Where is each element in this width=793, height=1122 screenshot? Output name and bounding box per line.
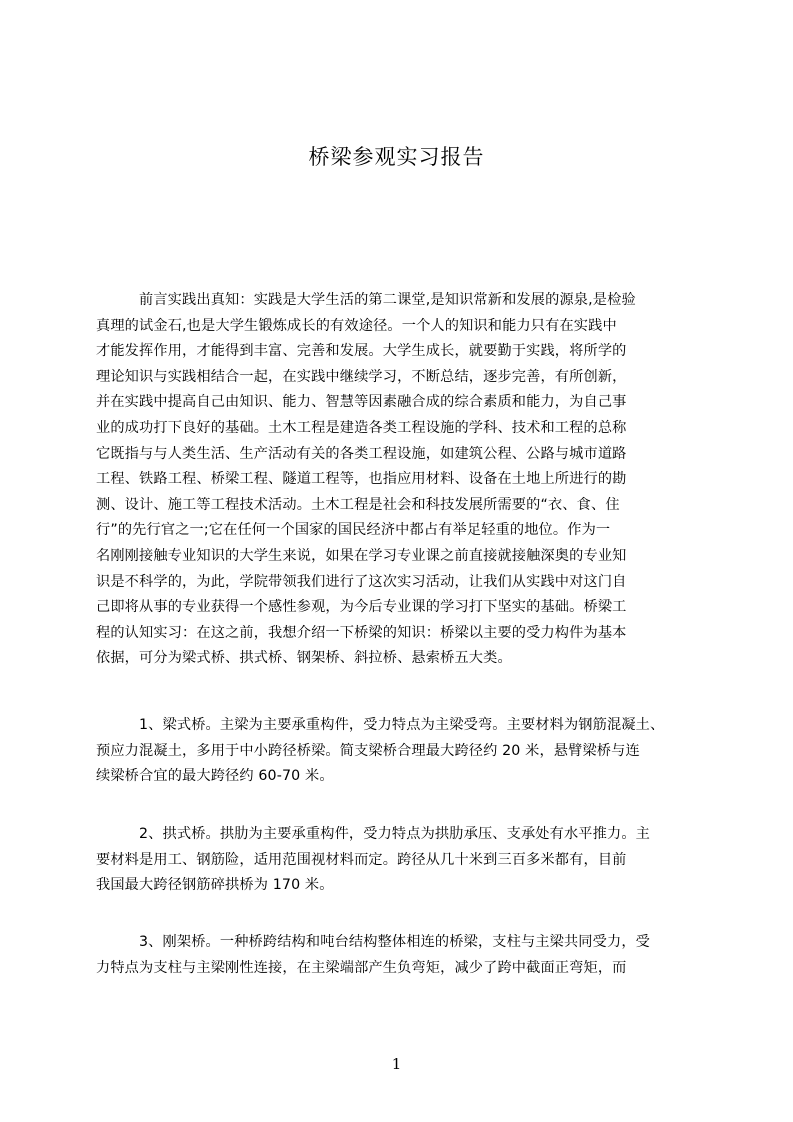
paragraph-rigid-frame-bridge — [96, 930, 712, 981]
text-line: 识是不科学的，为此，学院带领我们进行了这次实习活动，让我们从实践中对这门自 — [96, 573, 627, 590]
text-line: 2、拱式桥。拱肋为主要承重构件，受力特点为拱肋承压、支承处有水平推力。主 — [139, 826, 650, 842]
text-line: 测、设计、施工等工程技术活动。土木工程是社会和科技发展所需要的“衣、食、住 — [96, 496, 620, 513]
text-line: 程的认知实习：在这之前，我想介绍一下桥梁的知识：桥梁以主要的受力构件为基本 — [96, 624, 627, 641]
text-line: 1、梁式桥。主梁为主要承重构件，受力特点为主梁受弯。主要材料为钢筋混凝土、 — [139, 717, 665, 733]
document-title: 桥梁参观实习报告 — [308, 145, 485, 169]
paragraph-beam-bridge — [96, 713, 712, 790]
text-line: 理论知识与实践相结合一起，在实践中继续学习，不断总结，逐步完善，有所创新， — [96, 368, 627, 385]
page-number: 1 — [391, 1055, 402, 1073]
text-line: 依据，可分为梁式桥、拱式桥、钢架桥、斜拉桥、悬索桥五大类。 — [96, 650, 512, 667]
text-line: 行”的先行官之一;它在任何一个国家的国民经济中都占有举足轻重的地位。作为一 — [96, 522, 611, 539]
text-line: 工程、铁路工程、桥梁工程、隧道工程等，也指应用材料、设备在土地上所进行的勘 — [96, 471, 627, 488]
text-line: 它既指与与人类生活、生产活动有关的各类工程设施，如建筑公程、公路与城市道路 — [96, 445, 627, 462]
text-line: 才能发挥作用，才能得到丰富、完善和发展。大学生成长，就要勤于实践，将所学的 — [96, 343, 627, 360]
text-line: 力特点为支柱与主梁刚性连接，在主梁端部产生负弯矩，减少了跨中截面正弯矩，而 — [96, 959, 627, 976]
text-line: 业的成功打下良好的基础。土木工程是建造各类工程设施的学科、技术和工程的总称 — [96, 419, 627, 436]
text-line: 前言实践出真知：实践是大学生活的第二课堂,是知识常新和发展的源泉,是检验 — [139, 292, 636, 308]
text-line: 要材料是用工、钢筋险，适用范围视材料而定。跨径从几十米到三百多米都有，目前 — [96, 851, 627, 868]
text-line: 预应力混凝土，多用于中小跨径桥梁。简支梁桥合理最大跨径约 20 米，悬臂梁桥与连 — [96, 742, 640, 759]
text-line: 真理的试金石,也是大学生锻炼成长的有效途径。一个人的知识和能力只有在实践中 — [96, 317, 617, 334]
text-line: 我国最大跨径钢筋碎拱桥为 170 米。 — [96, 877, 334, 894]
text-line: 己即将从事的专业获得一个感性参观，为今后专业课的学习打下坚实的基础。桥梁工 — [96, 599, 627, 616]
text-line: 并在实践中提高自己由知识、能力、智慧等因素融合成的综合素质和能力，为自己事 — [96, 394, 627, 411]
text-line: 名刚刚接触专业知识的大学生来说，如果在学习专业课之前直接就接触深奥的专业知 — [96, 547, 627, 564]
paragraph-arch-bridge — [96, 822, 712, 899]
text-line: 续梁桥合宜的最大跨径约 60-70 米。 — [96, 768, 334, 785]
paragraph-intro — [96, 288, 712, 672]
text-line: 3、刚架桥。一种桥跨结构和吨台结构整体相连的桥梁，支柱与主梁共同受力，受 — [139, 934, 650, 950]
